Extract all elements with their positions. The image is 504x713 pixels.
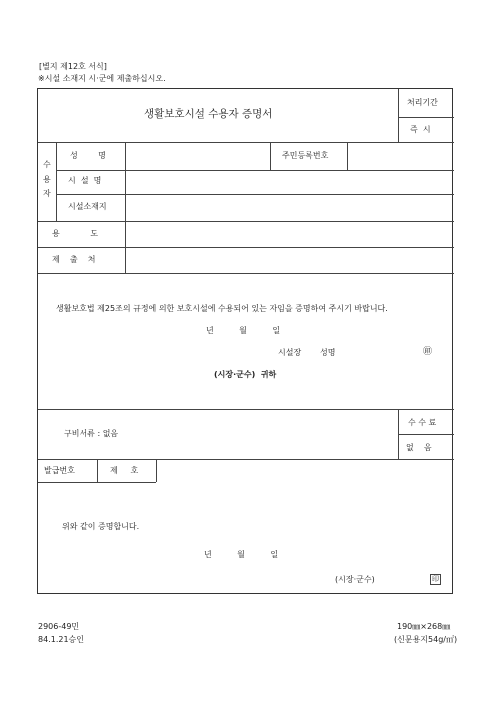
divider bbox=[38, 459, 454, 460]
certify-text: 위와 같이 증명합니다. bbox=[62, 522, 140, 531]
submission-note: ※시설 소재지 시·군에 제출하십시오. bbox=[38, 74, 166, 83]
facility-location-field[interactable] bbox=[126, 195, 453, 220]
issue-number-prefix: 제 호 bbox=[110, 466, 139, 475]
signature-label: 성명 bbox=[320, 348, 336, 357]
resident-number-field[interactable] bbox=[348, 143, 453, 169]
recipient-label-1: 수 bbox=[43, 160, 51, 169]
divider bbox=[38, 482, 156, 483]
divider bbox=[398, 117, 454, 118]
submit-to-label: 제 출 처 bbox=[52, 255, 96, 264]
recipient-label-2: 용 bbox=[43, 175, 51, 184]
processing-period-label: 처리기간 bbox=[407, 98, 438, 107]
mayor-seal: 印 bbox=[432, 575, 439, 583]
recipient-label-3: 자 bbox=[43, 189, 51, 198]
request-date-line: 년 월 일 bbox=[206, 326, 281, 335]
footer-code: 2906-49민 bbox=[38, 622, 80, 631]
certify-date-line: 년 월 일 bbox=[204, 550, 279, 559]
divider bbox=[97, 459, 98, 482]
processing-period-value: 즉 시 bbox=[410, 125, 431, 134]
purpose-label: 용 도 bbox=[52, 229, 98, 238]
divider bbox=[398, 409, 399, 459]
form-title: 생활보호시설 수용자 증명서 bbox=[144, 108, 273, 120]
divider bbox=[38, 409, 454, 410]
divider bbox=[398, 434, 454, 435]
facility-location-label: 시설소재지 bbox=[68, 202, 107, 211]
issue-number-label: 발급번호 bbox=[44, 466, 75, 475]
required-documents: 구비서류 : 없음 bbox=[64, 429, 119, 438]
divider bbox=[56, 142, 57, 221]
addressee: (시장·군수) 귀하 bbox=[214, 370, 277, 379]
mayor-label: (시장·군수) bbox=[335, 575, 375, 584]
submit-to-field[interactable] bbox=[126, 248, 453, 272]
name-label: 성 명 bbox=[70, 151, 106, 160]
footer-paper-type: (신문용지54g/㎡) bbox=[394, 635, 458, 644]
facility-name-field[interactable] bbox=[126, 171, 453, 193]
certificate-form bbox=[37, 88, 453, 594]
seal-mark: ㊞ bbox=[423, 347, 433, 357]
resident-number-label: 주민등록번호 bbox=[282, 151, 329, 160]
footer-approval: 84.1.21승인 bbox=[38, 635, 84, 644]
purpose-field[interactable] bbox=[126, 222, 453, 246]
facility-head-label: 시설장 bbox=[278, 348, 302, 357]
divider bbox=[398, 89, 399, 142]
divider bbox=[156, 459, 157, 482]
form-number: [별지 제12호 서식] bbox=[39, 62, 107, 71]
facility-name-label: 시 설 명 bbox=[68, 176, 102, 185]
statement-text: 생활보호법 제25조의 규정에 의한 보호시설에 수용되어 있는 자임을 증명하여 주시기 바랍니다. bbox=[56, 304, 388, 313]
divider bbox=[38, 273, 454, 274]
footer-paper-size: 190㎜×268㎜ bbox=[397, 622, 451, 631]
divider bbox=[270, 142, 271, 170]
fee-label: 수 수 료 bbox=[408, 418, 437, 427]
name-field[interactable] bbox=[126, 143, 269, 169]
fee-value: 없 음 bbox=[406, 443, 432, 452]
